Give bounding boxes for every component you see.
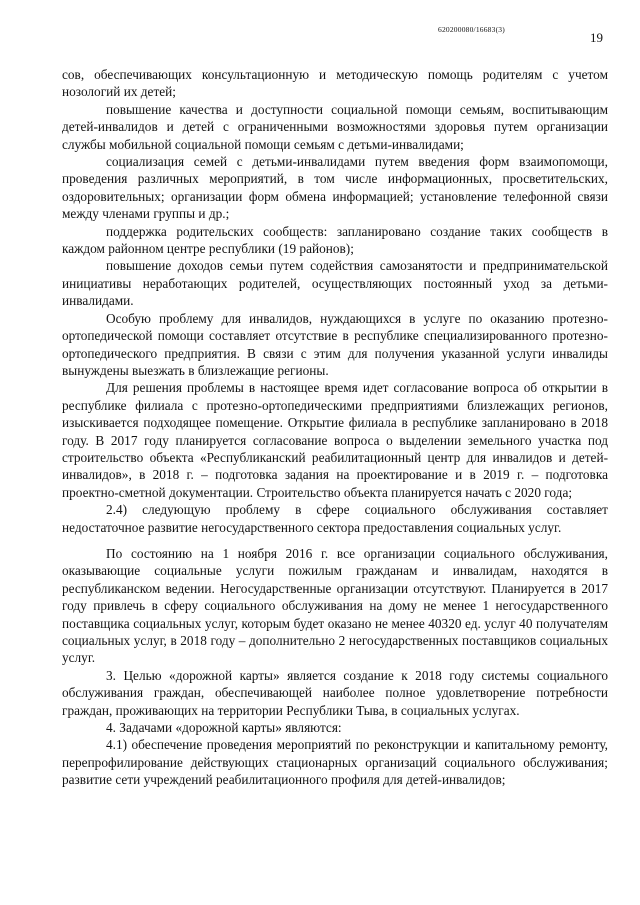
- paragraph-goal: 3. Целью «дорожной карты» является создание к 2018 году системы социального обслуживания граждан, обеспечивающей наиболее полное удовлетворение потребности граждан, проживающих на территории Республики Тыва, в социальных услугах.: [62, 667, 608, 718]
- paragraph-prosthetic-problem: Особую проблему для инвалидов, нуждающихся в услуге по оказанию протезно-ортопедической помощи составляет отсутствие в республике специализированного протезно-ортопедического предприятия. В связи с этим для получения указанной услуги инвалиды вынуждены выезжать в близлежащие регионы.: [62, 310, 608, 378]
- paragraph-parent-communities: поддержка родительских сообществ: запланировано создание таких сообществ в каждом районном центре республики (19 районов);: [62, 223, 608, 257]
- document-code: 620200080/16683(3): [438, 25, 505, 34]
- paragraph-nongovernment-status: По состоянию на 1 ноября 2016 г. все организации социального обслуживания, оказывающие социальные услуги пожилым гражданам и инвалидам, находятся в республиканском ведении. Негосударственные организации отсутствуют. Планируется в 2017 году привлечь в сферу социального обслуживания на дому не менее 1 негосударственного поставщика социальных услуг, которым будет оказано не менее 40320 ед. услуг 40 получателям социальных услуг, в 2018 году – дополнительно 2 негосударственных поставщиков социальных услуг.: [62, 545, 608, 666]
- paragraph-prosthetic-solution: Для решения проблемы в настоящее время идет согласование вопроса об открытии в республике филиала с протезно-ортопедическими предприятиями близлежащих регионов, изыскивается подходящее помещение. Открытие филиала в республике запланировано в 2018 году. В 2017 году планируется согласование вопроса о выделении земельного участка под строительство объекта «Республиканский реабилитационный центр для инвалидов и детей-инвалидов», в 2018 г. – подготовка задания на проектирование и в 2019 г. – подготовка проектно-сметной документации. Строительство объекта планируется начать с 2020 года;: [62, 380, 608, 500]
- page-number: 19: [590, 30, 603, 45]
- paragraph-socialization: социализация семей с детьми-инвалидами путем введения форм взаимопомощи, проведения различных мероприятий, в том числе информационных, просветительских, оздоровительных; организации форм обмена информацией; установление телефонной связи между членами группы и др.;: [62, 154, 608, 222]
- paragraph-item-2-4: 2.4) следующую проблему в сфере социального обслуживания составляет недостаточное развитие негосударственного сектора предоставления социальных услуг.: [62, 502, 608, 535]
- paragraph-continuation: сов, обеспечивающих консультационную и методическую помощь родителям с учетом нозологий их детей;: [62, 67, 608, 100]
- paragraph-family-income: повышение доходов семьи путем содействия самозанятости и предпринимательской инициативы неработающих родителей, осуществляющих постоянный уход за детьми-инвалидами.: [62, 258, 608, 309]
- paragraph-item-4-1: 4.1) обеспечение проведения мероприятий по реконструкции и капитальному ремонту, перепрофилирование действующих стационарных организаций социального обслуживания; развитие сети учреждений реабилитационного профиля для детей-инвалидов;: [62, 737, 608, 788]
- paragraph-tasks-heading: 4. Задачами «дорожной карты» являются:: [106, 720, 342, 736]
- paragraph-mobile-social-help: повышение качества и доступности социальной помощи семьям, воспитывающим детей-инвалидов и детей с ограниченными возможностями здоровья путем организации службы мобильной социальной помощи семьям с детьми-инвалидами;: [62, 101, 608, 152]
- document-body: [62, 66, 608, 789]
